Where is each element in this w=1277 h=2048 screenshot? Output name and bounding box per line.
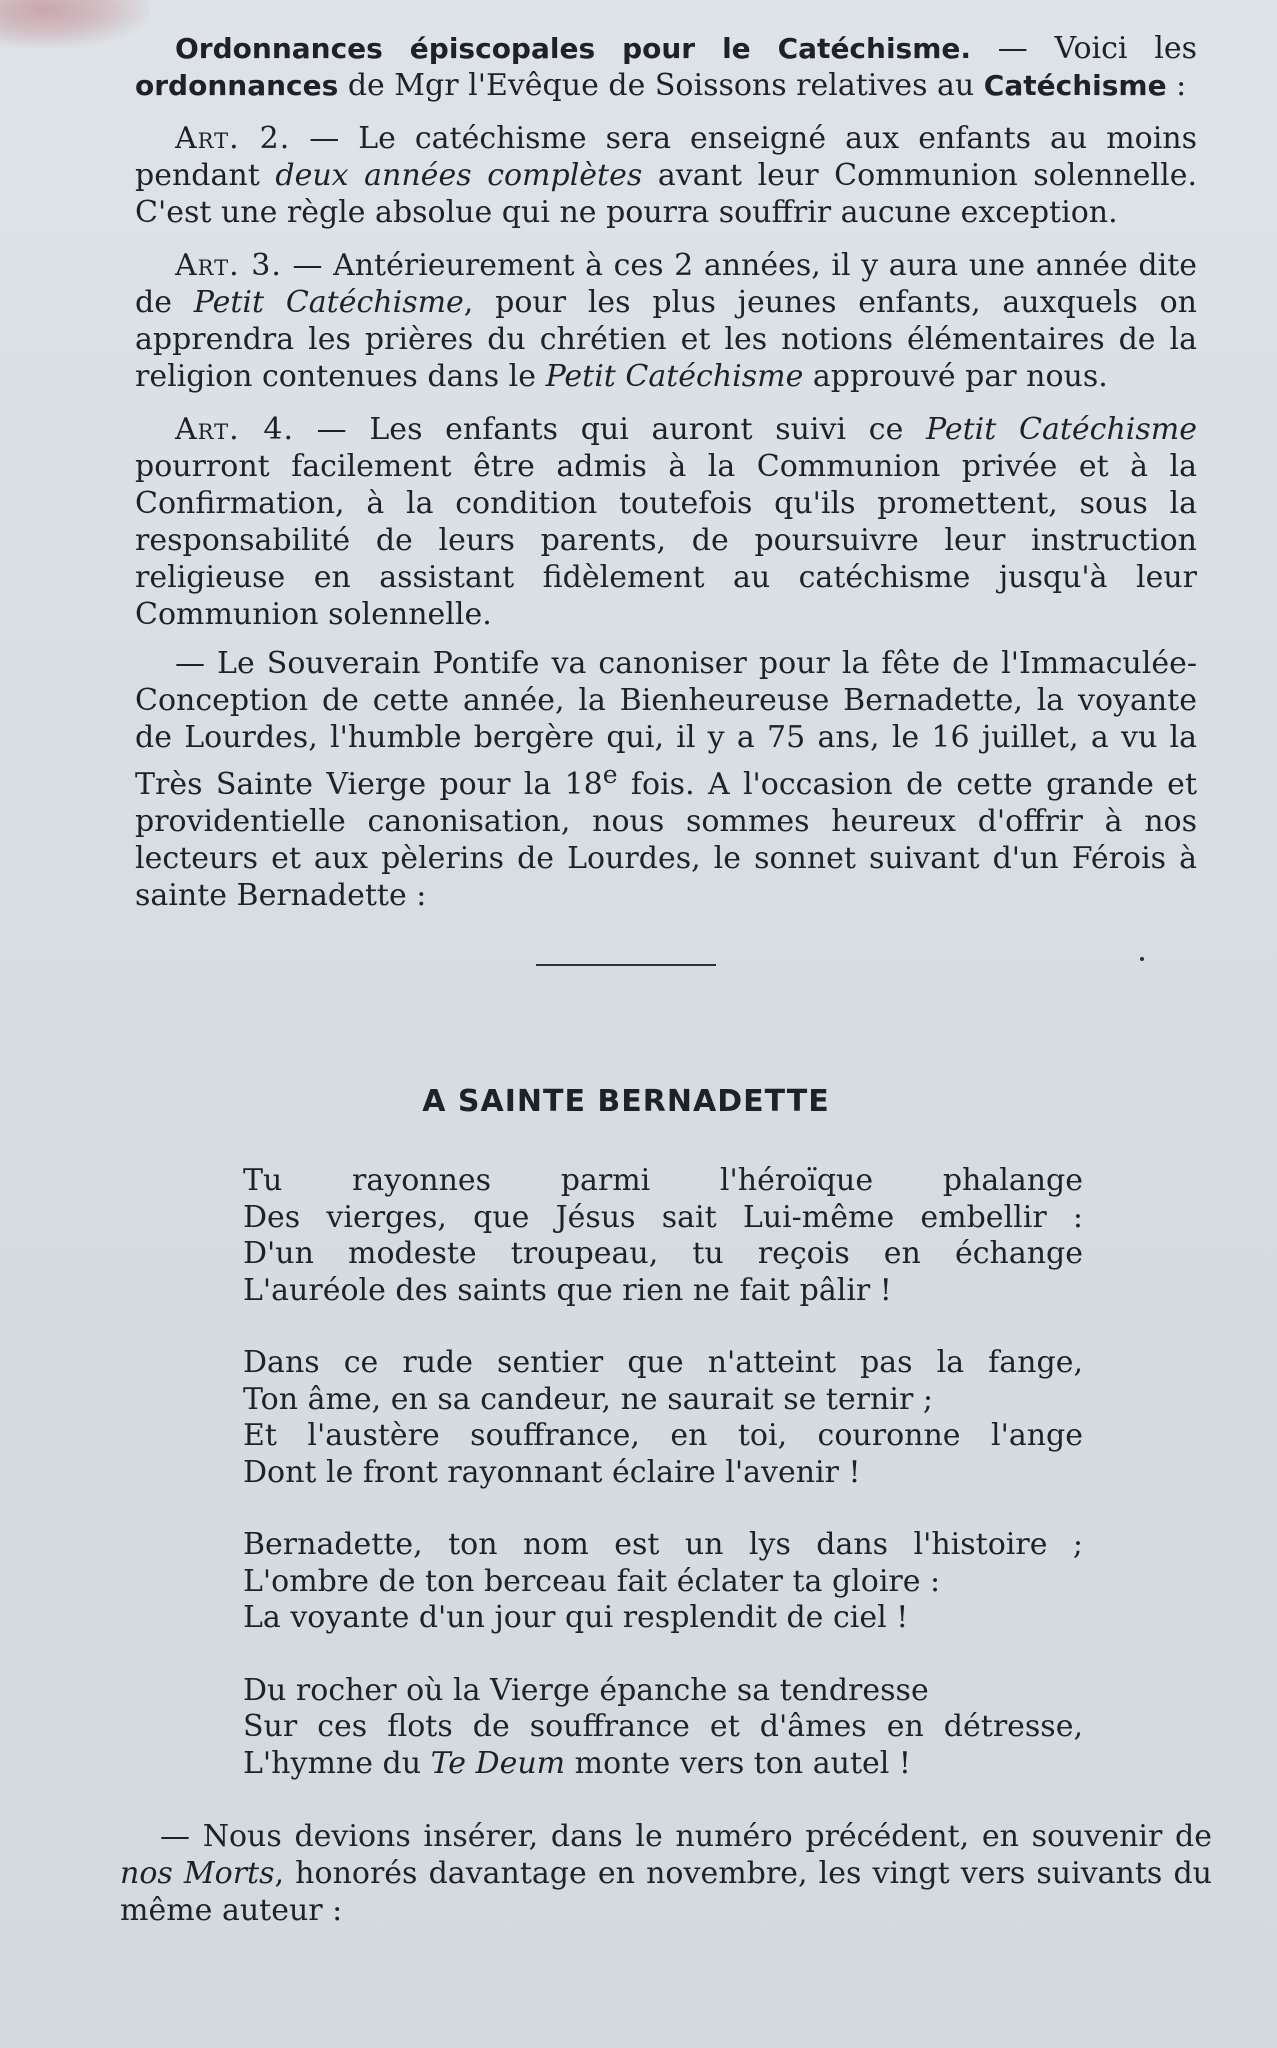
closing-note bbox=[120, 1818, 1212, 1929]
article-4-text-end: pourront facilement être admis à la Communion privée et à la Confirmation, à la condition toutefois qu'ils promettent, sous la responsabilité de leurs parents, de poursuivre leur instruction religieuse en assistant fidèlement au catéchisme jusqu'à leur Communion solennelle. bbox=[135, 449, 1197, 632]
closing-text: — Nous devions insérer, dans le numéro précédent, en souvenir de bbox=[160, 1819, 1212, 1854]
article-2-text: — Le catéchisme sera enseigné aux enfants au moins pendant bbox=[135, 121, 1198, 193]
verse: L'ombre de ton berceau fait éclater ta gloire : bbox=[243, 1563, 941, 1599]
stanza-2 bbox=[243, 1345, 1083, 1491]
section-divider bbox=[536, 964, 716, 966]
ordonnances-intro bbox=[135, 30, 1197, 104]
verse: Et l'austère souffrance, en toi, couronne l'ange bbox=[243, 1418, 1083, 1453]
article-3-italic: Petit Catéchisme bbox=[193, 285, 464, 320]
verse: L'auréole des saints que rien ne fait pâlir ! bbox=[243, 1272, 892, 1308]
verse: Dont le front rayonnant éclaire l'avenir ! bbox=[243, 1454, 861, 1490]
verse-text-end: monte vers ton autel ! bbox=[565, 1745, 911, 1781]
ink-speck bbox=[1140, 957, 1144, 961]
verse bbox=[243, 1746, 1083, 1783]
verse: Des vierges, que Jésus sait Lui-même embellir : bbox=[243, 1199, 1083, 1235]
article-4-label: Art. 4. bbox=[175, 412, 294, 447]
article-4-text: — Les enfants qui auront suivi ce bbox=[293, 412, 927, 447]
stanza-4 bbox=[243, 1673, 1083, 1783]
news-text-end: fois. A l'occasion de cette grande et providentielle canonisation, nous sommes heureux d'offrir à nos lecteurs et aux pèlerins de Lourdes, le sonnet suivant d'un Férois à sainte Bernadette : bbox=[135, 767, 1197, 913]
verse-text: L'hymne du bbox=[243, 1745, 431, 1781]
verse: Sur ces flots de souffrance et d'âmes en détresse, bbox=[243, 1709, 1083, 1744]
verse: Du rocher où la Vierge épanche sa tendresse bbox=[243, 1672, 929, 1708]
verse: Dans ce rude sentier que n'atteint pas la fange, bbox=[243, 1345, 1083, 1380]
canonisation-news bbox=[135, 645, 1197, 914]
article-2-label: Art. 2. bbox=[175, 121, 291, 156]
closing-text-end: , honorés davantage en novembre, les vingt vers suivants du même auteur : bbox=[120, 1856, 1212, 1928]
poem-title: A SAINTE BERNADETTE bbox=[422, 1084, 830, 1119]
verse: Tu rayonnes parmi l'héroïque phalange bbox=[243, 1163, 1083, 1198]
article-2-italic: deux années complètes bbox=[275, 158, 643, 193]
article-3-label: Art. 3. bbox=[175, 248, 282, 283]
article-3-text-end: approuvé par nous. bbox=[803, 359, 1108, 394]
intro-end: : bbox=[1166, 68, 1187, 103]
news-superscript: e bbox=[602, 760, 618, 789]
stanza-3 bbox=[243, 1527, 1083, 1637]
article-4-italic: Petit Catéchisme bbox=[926, 412, 1197, 447]
intro-text-2: de Mgr l'Evêque de Soissons relatives au bbox=[338, 68, 984, 103]
intro-bold-word: ordonnances bbox=[135, 69, 339, 102]
closing-italic: nos Morts bbox=[120, 1856, 275, 1891]
stanza-1 bbox=[243, 1163, 1083, 1309]
intro-bold-word-2: Catéchisme bbox=[983, 69, 1167, 102]
news-text: — Le Souverain Pontife va canoniser pour la fête de l'Immaculée-Conception de cette année, la Bienheureuse Bernadette, la voyante de Lourdes, l'humble bergère qui, il y a 75 ans, le 16 juillet, a vu la Très Sainte Vierge pour la 18 bbox=[135, 646, 1197, 802]
verse: La voyante d'un jour qui resplendit de ciel ! bbox=[243, 1600, 909, 1635]
article-3-text-mid: , pour les plus jeunes enfants, auxquels on apprendra les prières du chrétien et les notions élémentaires de la religion contenues dans le bbox=[135, 285, 1197, 394]
intro-text: — Voici les bbox=[971, 31, 1197, 66]
article-3-italic-2: Petit Catéchisme bbox=[545, 359, 804, 394]
paper-stain bbox=[0, 0, 150, 48]
verse-italic: Te Deum bbox=[430, 1745, 566, 1781]
ordonnances-title: Ordonnances épiscopales pour le Catéchisme. bbox=[175, 32, 972, 65]
article-4 bbox=[135, 411, 1197, 633]
verse: Ton âme, en sa candeur, ne saurait se ternir ; bbox=[243, 1381, 933, 1417]
article-3-text: — Antérieurement à ces 2 années, il y aura une année dite de bbox=[135, 248, 1197, 320]
article-2 bbox=[135, 120, 1197, 231]
verse: Bernadette, ton nom est un lys dans l'histoire ; bbox=[243, 1527, 1083, 1562]
article-3 bbox=[135, 247, 1197, 395]
sonnet bbox=[243, 1163, 1083, 1782]
article-2-text-end: avant leur Communion solennelle. C'est une règle absolue qui ne pourra souffrir aucune exception. bbox=[135, 158, 1197, 230]
verse: D'un modeste troupeau, tu reçois en échange bbox=[243, 1236, 1083, 1271]
